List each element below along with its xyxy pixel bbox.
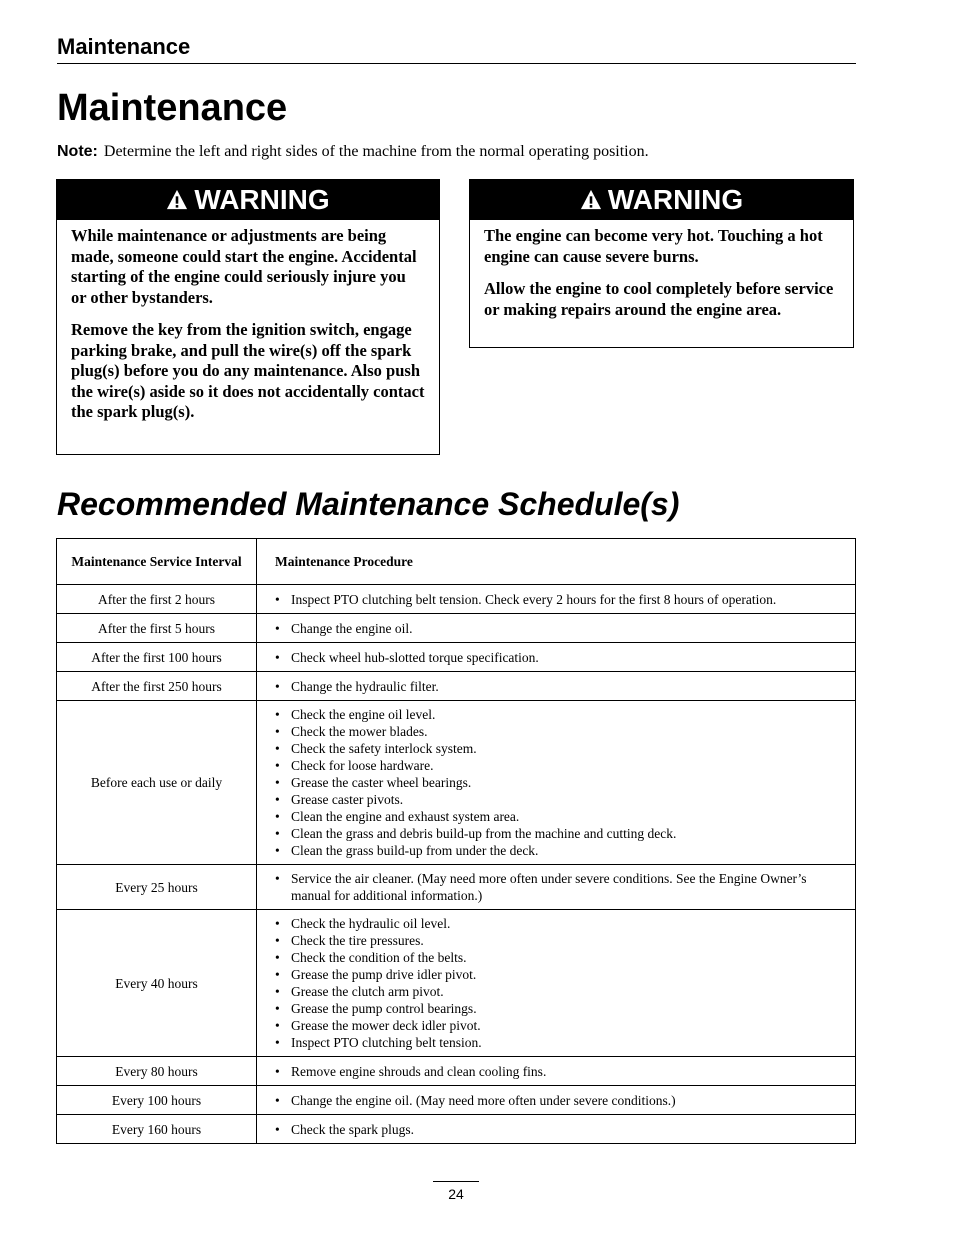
table-row bbox=[57, 1057, 856, 1086]
warning-header bbox=[470, 180, 853, 220]
procedure-item: • Clean the engine and exhaust system area. bbox=[275, 808, 845, 825]
procedure-item: • Check the hydraulic oil level. bbox=[275, 915, 845, 932]
interval-cell: After the first 5 hours bbox=[57, 614, 257, 643]
procedure-item: • Change the hydraulic filter. bbox=[275, 678, 845, 695]
maintenance-schedule-table bbox=[56, 538, 856, 1144]
procedure-item: • Inspect PTO clutching belt tension. bbox=[275, 1034, 845, 1051]
table-row bbox=[57, 910, 856, 1057]
warning-header bbox=[57, 180, 439, 220]
procedure-item: • Grease the caster wheel bearings. bbox=[275, 774, 845, 791]
procedure-item: • Check the safety interlock system. bbox=[275, 740, 845, 757]
procedure-item: • Clean the grass and debris build-up from the machine and cutting deck. bbox=[275, 825, 845, 842]
procedure-cell bbox=[257, 672, 856, 701]
table-row bbox=[57, 672, 856, 701]
procedure-list bbox=[275, 678, 845, 695]
interval-cell: After the first 100 hours bbox=[57, 643, 257, 672]
running-header: Maintenance bbox=[57, 34, 856, 64]
page-title: Maintenance bbox=[57, 87, 288, 129]
procedure-cell bbox=[257, 643, 856, 672]
table-body bbox=[57, 585, 856, 1144]
table-row bbox=[57, 1115, 856, 1144]
warning-heading: WARNING bbox=[607, 184, 744, 215]
procedure-item: • Inspect PTO clutching belt tension. Check every 2 hours for the first 8 hours of operation. bbox=[275, 591, 845, 608]
table-row bbox=[57, 865, 856, 910]
procedure-item: • Remove engine shrouds and clean cooling fins. bbox=[275, 1063, 845, 1080]
procedure-item: • Grease caster pivots. bbox=[275, 791, 845, 808]
procedure-item: • Service the air cleaner. (May need more often under severe conditions. See the Engine Owner’s manual for additional information.) bbox=[275, 870, 845, 904]
procedure-cell bbox=[257, 701, 856, 865]
procedure-item: • Check the engine oil level. bbox=[275, 706, 845, 723]
procedure-item: • Check wheel hub-slotted torque specification. bbox=[275, 649, 845, 666]
warning-paragraph: The engine can become very hot. Touching a hot engine can cause severe burns. bbox=[484, 226, 823, 266]
warning-paragraph: While maintenance or adjustments are being made, someone could start the engine. Accidental starting of the engine could seriously injure you or other bystanders. bbox=[71, 226, 417, 307]
procedure-cell bbox=[257, 585, 856, 614]
procedure-item: • Grease the pump control bearings. bbox=[275, 1000, 845, 1017]
warning-body bbox=[57, 220, 439, 431]
page-number-rule bbox=[433, 1181, 479, 1182]
table-row bbox=[57, 1086, 856, 1115]
procedure-item: • Change the engine oil. bbox=[275, 620, 845, 637]
procedure-item: • Grease the mower deck idler pivot. bbox=[275, 1017, 845, 1034]
warning-box-engine-start bbox=[56, 179, 440, 455]
column-header-interval: Maintenance Service Interval bbox=[57, 539, 257, 585]
procedure-list bbox=[275, 1092, 845, 1109]
interval-cell: Every 160 hours bbox=[57, 1115, 257, 1144]
table-row bbox=[57, 701, 856, 865]
procedure-cell bbox=[257, 910, 856, 1057]
table-row bbox=[57, 643, 856, 672]
procedure-item: • Grease the pump drive idler pivot. bbox=[275, 966, 845, 983]
procedure-item: • Change the engine oil. (May need more often under severe conditions.) bbox=[275, 1092, 845, 1109]
procedure-list bbox=[275, 591, 845, 608]
warning-paragraph: Allow the engine to cool completely before service or making repairs around the engine area. bbox=[484, 279, 834, 319]
warning-box-hot-engine bbox=[469, 179, 854, 348]
procedure-list bbox=[275, 649, 845, 666]
interval-cell: Every 25 hours bbox=[57, 865, 257, 910]
warning-triangle-icon bbox=[580, 189, 602, 211]
warning-triangle-icon bbox=[166, 189, 188, 211]
procedure-list bbox=[275, 706, 845, 859]
interval-cell: Every 40 hours bbox=[57, 910, 257, 1057]
procedure-list bbox=[275, 620, 845, 637]
procedure-item: • Check the tire pressures. bbox=[275, 932, 845, 949]
procedure-item: • Check for loose hardware. bbox=[275, 757, 845, 774]
schedule-title: Recommended Maintenance Schedule(s) bbox=[57, 486, 680, 522]
procedure-list bbox=[275, 870, 845, 904]
note bbox=[57, 141, 649, 163]
column-header-procedure: Maintenance Procedure bbox=[257, 539, 856, 585]
procedure-item: • Check the mower blades. bbox=[275, 723, 845, 740]
procedure-cell bbox=[257, 1057, 856, 1086]
note-label: Note: bbox=[57, 143, 98, 160]
note-text: Determine the left and right sides of the machine from the normal operating position. bbox=[103, 143, 649, 160]
warning-body bbox=[470, 220, 853, 328]
warning-paragraph: Remove the key from the ignition switch, engage parking brake, and pull the wire(s) off the spark plug(s) before you do any maintenance. Also push the wire(s) aside so it does not accidentally contact the spark plug(s). bbox=[71, 320, 425, 421]
procedure-cell bbox=[257, 1086, 856, 1115]
table-header-row bbox=[57, 539, 856, 585]
page-number: 24 bbox=[448, 1186, 464, 1202]
procedure-item: • Check the condition of the belts. bbox=[275, 949, 845, 966]
procedure-item: • Grease the clutch arm pivot. bbox=[275, 983, 845, 1000]
procedure-list bbox=[275, 1063, 845, 1080]
procedure-item: • Check the spark plugs. bbox=[275, 1121, 845, 1138]
interval-cell: Every 100 hours bbox=[57, 1086, 257, 1115]
interval-cell: After the first 2 hours bbox=[57, 585, 257, 614]
table-row bbox=[57, 585, 856, 614]
interval-cell: After the first 250 hours bbox=[57, 672, 257, 701]
warning-heading: WARNING bbox=[194, 184, 330, 215]
procedure-cell bbox=[257, 865, 856, 910]
procedure-cell bbox=[257, 614, 856, 643]
procedure-cell bbox=[257, 1115, 856, 1144]
interval-cell: Before each use or daily bbox=[57, 701, 257, 865]
procedure-list bbox=[275, 915, 845, 1051]
procedure-list bbox=[275, 1121, 845, 1138]
procedure-item: • Clean the grass build-up from under the deck. bbox=[275, 842, 845, 859]
interval-cell: Every 80 hours bbox=[57, 1057, 257, 1086]
table-row bbox=[57, 614, 856, 643]
